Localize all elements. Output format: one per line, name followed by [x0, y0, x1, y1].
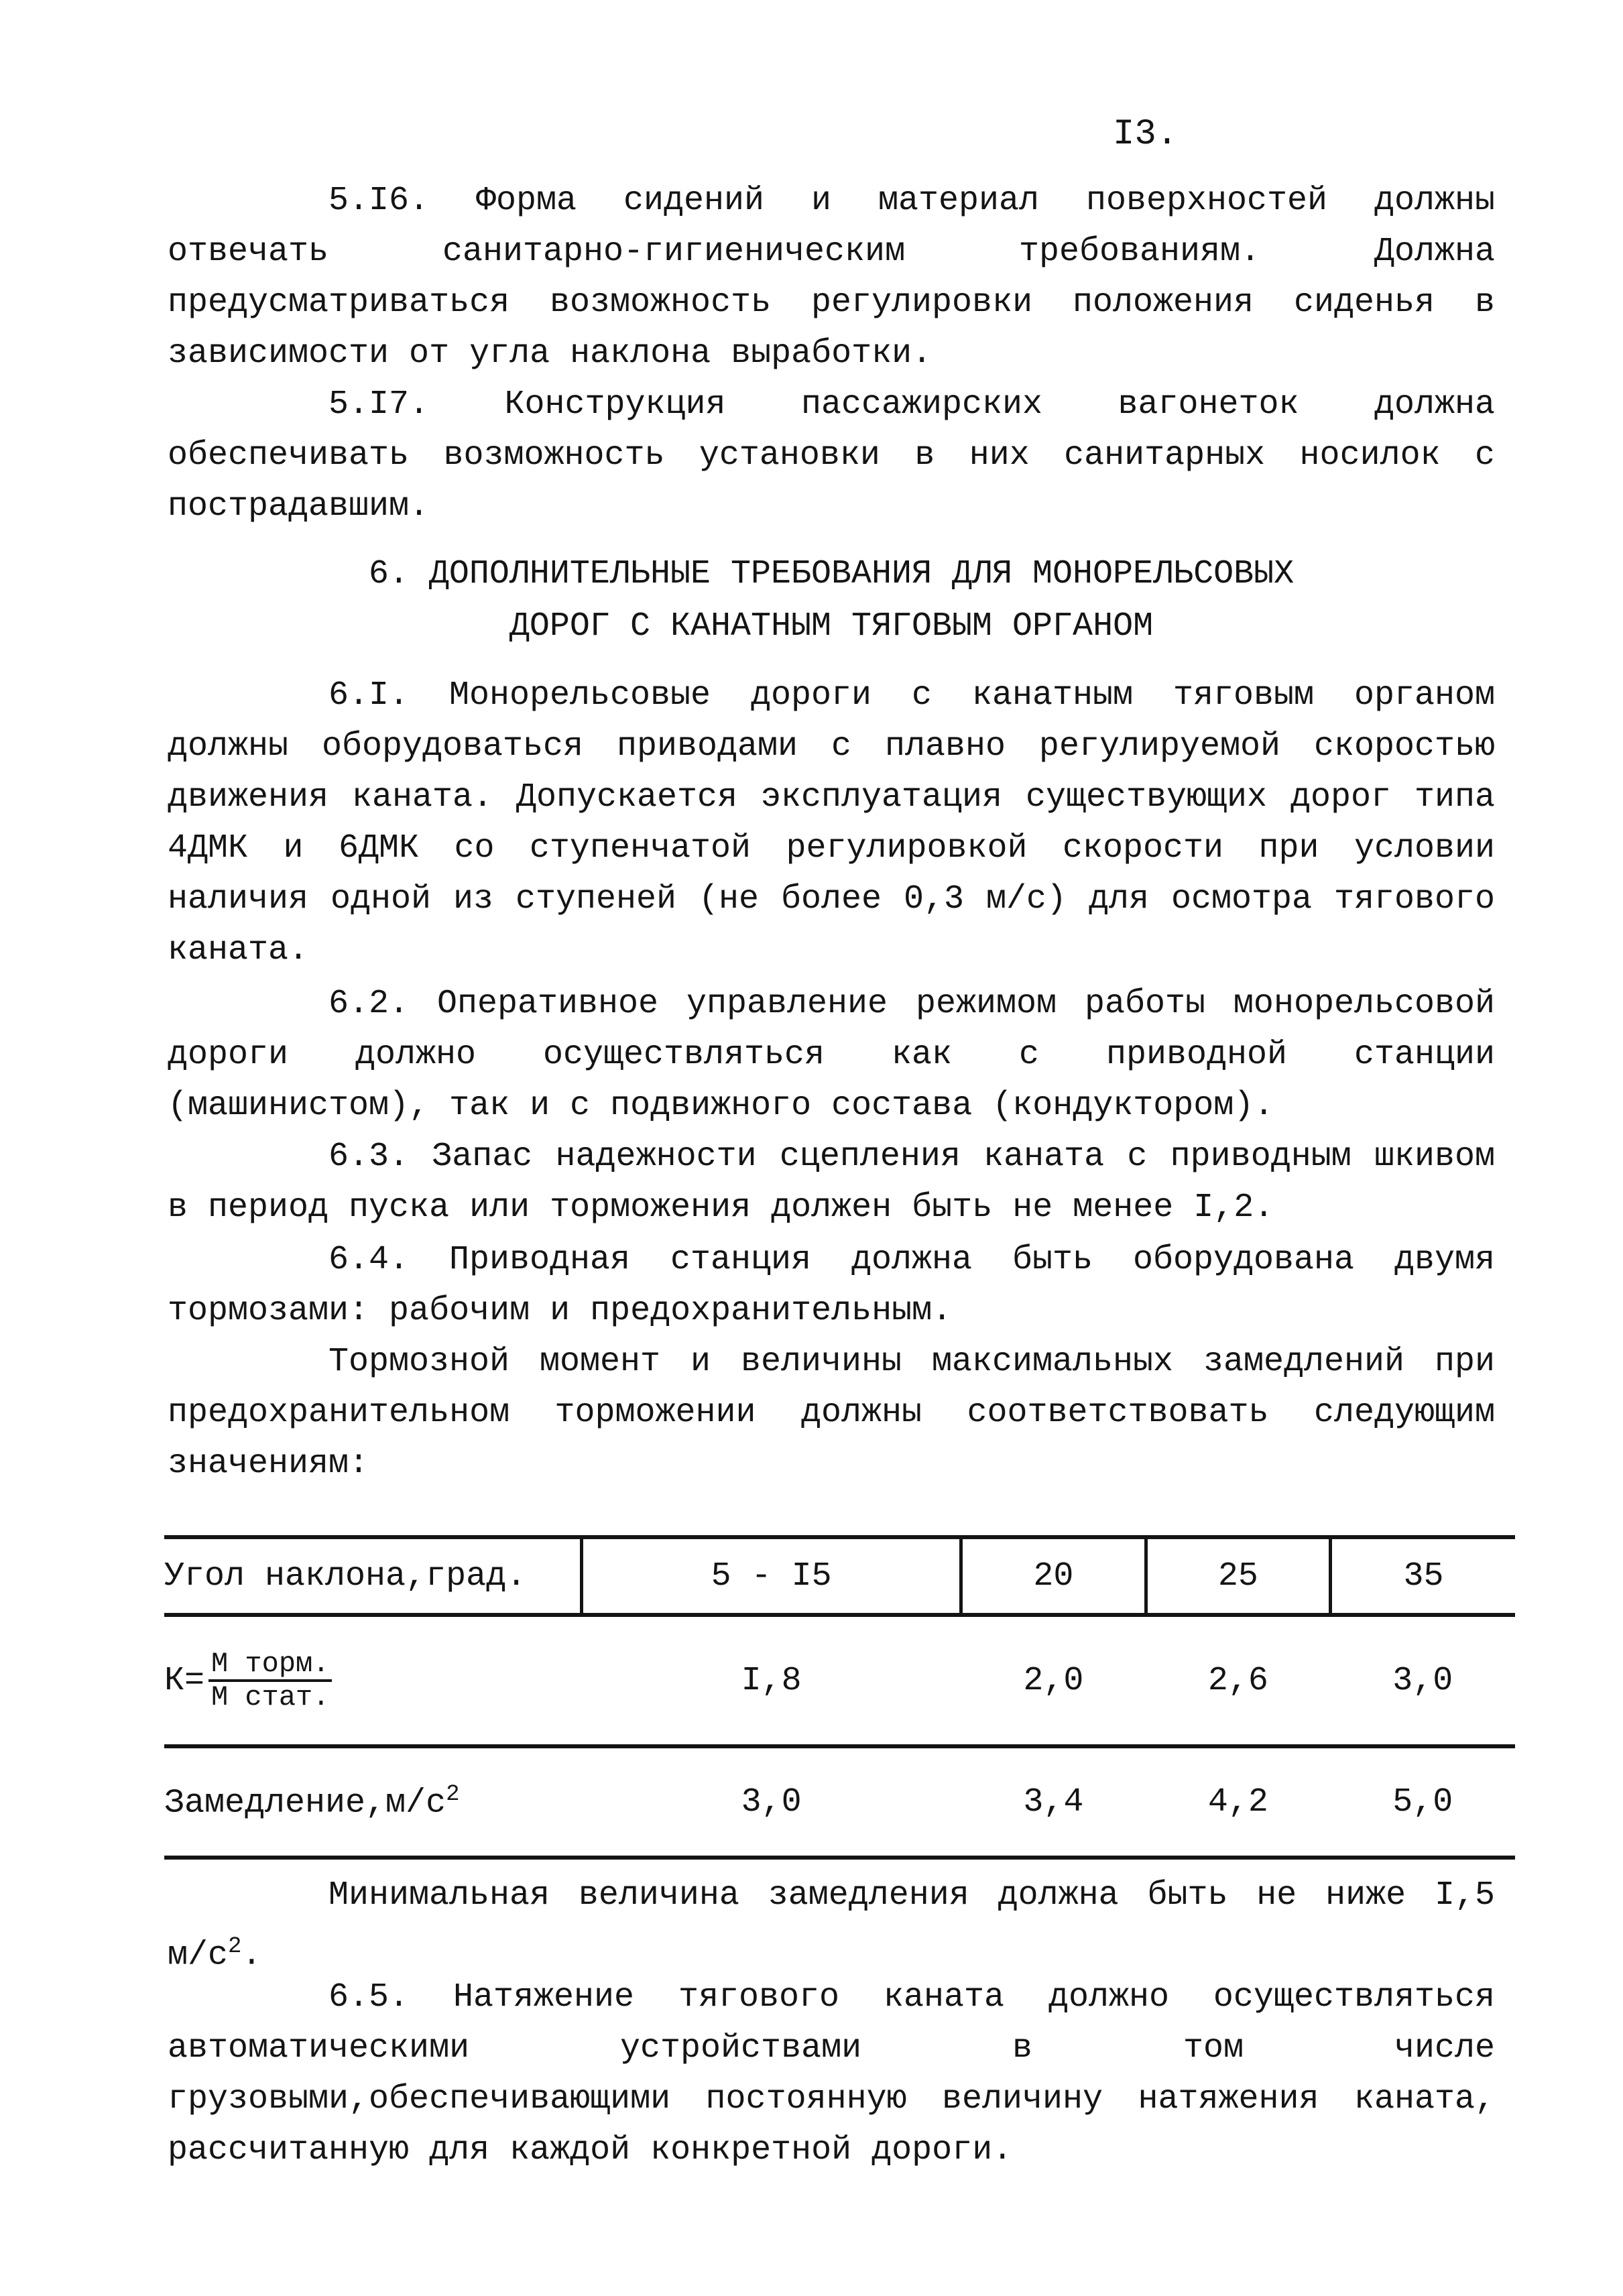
k-value-cell: 2,0: [961, 1615, 1146, 1746]
deceleration-value-cell: 3,0: [582, 1746, 961, 1858]
paragraph-6-2-text: 6.2. Оперативное управление режимом работы монорельсовой дороги должно осуществляться как с приводной станции (машинистом), так и с подвижного состава (кондуктором).: [168, 985, 1495, 1125]
paragraph-6-2: [168, 979, 1495, 1132]
deceleration-label-text: Замедление,м/с: [164, 1784, 446, 1823]
section-heading: [168, 548, 1495, 653]
paragraph-6-5-text: 6.5. Натяжение тягового каната должно осуществляться автоматическими устройствами в том числе грузовыми,обеспечивающими постоянную величину натяжения каната, рассчитанную для каждой конкретной дороги.: [168, 1978, 1495, 2169]
k-denominator: М стат.: [211, 1681, 330, 1713]
k-prefix: К=: [164, 1662, 205, 1701]
heading-line-2: ДОРОГ С КАНАТНЫМ ТЯГОВЫМ ОРГАНОМ: [509, 607, 1154, 646]
angle-cell: 20: [961, 1537, 1146, 1615]
page-number: I3.: [1113, 114, 1179, 155]
heading-line-1: 6. ДОПОЛНИТЕЛЬНЫЕ ТРЕБОВАНИЯ ДЛЯ МОНОРЕЛЬСОВЫХ: [368, 555, 1295, 593]
paragraph-5-17: [168, 379, 1495, 532]
paragraph-6-3: [168, 1132, 1495, 1233]
braking-table: [164, 1535, 1515, 1860]
k-value-cell: I,8: [582, 1615, 961, 1746]
paragraph-6-4: [168, 1235, 1495, 1337]
angle-header-label: Угол наклона,град.: [164, 1537, 582, 1615]
min-deceleration-end: .: [241, 1936, 262, 1975]
deceleration-label-sup: 2: [446, 1781, 460, 1807]
paragraph-6-3-text: 6.3. Запас надежности сцепления каната с приводным шкивом в период пуска или торможения должен быть не менее I,2.: [168, 1138, 1495, 1227]
deceleration-value-cell: 4,2: [1146, 1746, 1330, 1858]
paragraph-min-deceleration: [168, 1870, 1495, 1982]
table-row-deceleration: [164, 1746, 1515, 1858]
paragraph-6-4-continued-text: Тормозной момент и величины максимальных замедлений при предохранительном торможении должны соответствовать следующим значениям:: [168, 1343, 1495, 1483]
paragraph-6-1-text: 6.I. Монорельсовые дороги с канатным тяговым органом должны оборудоваться приводами с плавно регулируемой скоростью движения каната. Допускается эксплуатация существующих дорог типа 4ДМК и 6ДМК со ступенчатой регулировкой скорости при условии наличия одной из ступеней (не более 0,3 м/с) для осмотра тягового каната.: [168, 676, 1495, 969]
paragraph-6-1: [168, 670, 1495, 976]
k-value-cell: 2,6: [1146, 1615, 1330, 1746]
k-value-cell: 3,0: [1331, 1615, 1515, 1746]
k-numerator: М торм.: [208, 1648, 332, 1682]
paragraph-5-16: [168, 176, 1495, 379]
k-fraction: [208, 1648, 332, 1713]
angle-cell: 25: [1146, 1537, 1330, 1615]
paragraph-6-5: [168, 1972, 1495, 2176]
deceleration-label: [164, 1746, 582, 1858]
paragraph-5-16-text: 5.I6. Форма сидений и материал поверхностей должны отвечать санитарно-гигиеническим требованиям. Должна предусматриваться возможность регулировки положения сиденья в зависимости от угла наклона выработки.: [168, 182, 1495, 373]
min-deceleration-text: Минимальная величина замедления должна быть не ниже I,5 м/с: [168, 1876, 1495, 1975]
deceleration-value-cell: 3,4: [961, 1746, 1146, 1858]
k-label: [164, 1615, 582, 1746]
paragraph-5-17-text: 5.I7. Конструкция пассажирских вагонеток должна обеспечивать возможность установки в них санитарных носилок с пострадавшим.: [168, 385, 1495, 526]
table-header-row: [164, 1537, 1515, 1615]
paragraph-6-4-continued: [168, 1337, 1495, 1490]
paragraph-6-4-text: 6.4. Приводная станция должна быть оборудована двумя тормозами: рабочим и предохранительным.: [168, 1241, 1495, 1330]
table-row-k: [164, 1615, 1515, 1746]
angle-cell: 5 - I5: [582, 1537, 961, 1615]
deceleration-value-cell: 5,0: [1331, 1746, 1515, 1858]
min-deceleration-sup: 2: [228, 1934, 242, 1959]
angle-cell: 35: [1331, 1537, 1515, 1615]
